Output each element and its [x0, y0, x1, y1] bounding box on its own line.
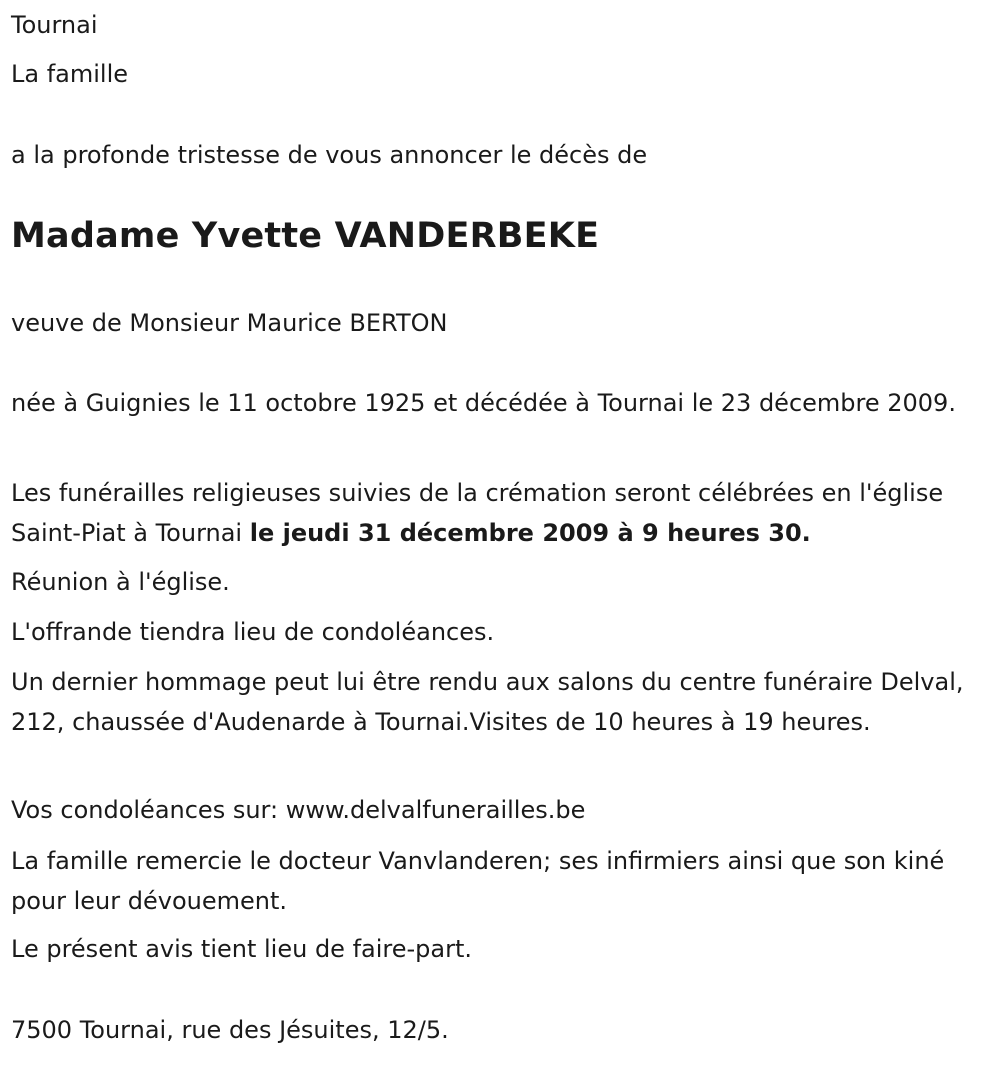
- birth-death-paragraph: née à Guignies le 11 octobre 1925 et décédée à Tournai le 23 décembre 2009.: [11, 389, 956, 417]
- spouse-line: veuve de Monsieur Maurice BERTON: [11, 309, 448, 337]
- city: Tournai: [11, 11, 98, 39]
- funeral-datetime: le jeudi 31 décembre 2009 à 9 heures 30.: [249, 519, 811, 547]
- family-label: La famille: [11, 60, 129, 88]
- funeral-text: Les funérailles religieuses suivies de la crémation seront célébrées en l'église Saint-Piat à Tournai: [11, 479, 944, 547]
- condolences-line: Vos condoléances sur: www.delvalfunerailles.be: [11, 796, 586, 824]
- announcement: a la profonde tristesse de vous annoncer le décès de: [11, 141, 648, 169]
- address-line: 7500 Tournai, rue des Jésuites, 12/5.: [11, 1016, 449, 1044]
- deceased-name: Madame Yvette VANDERBEKE: [11, 216, 600, 256]
- offering-line: L'offrande tiendra lieu de condoléances.: [11, 618, 495, 646]
- notice-line: Le présent avis tient lieu de faire-part.: [11, 935, 473, 963]
- funeral-paragraph: [11, 473, 986, 553]
- meeting-line: Réunion à l'église.: [11, 568, 230, 596]
- tribute-paragraph: Un dernier hommage peut lui être rendu aux salons du centre funéraire Delval, 212, chaussée d'Audenarde à Tournai.Visites de 10 heures à 19 heures.: [11, 668, 964, 736]
- thanks-paragraph: La famille remercie le docteur Vanvlanderen; ses infirmiers ainsi que son kiné pour leur dévouement.: [11, 847, 945, 915]
